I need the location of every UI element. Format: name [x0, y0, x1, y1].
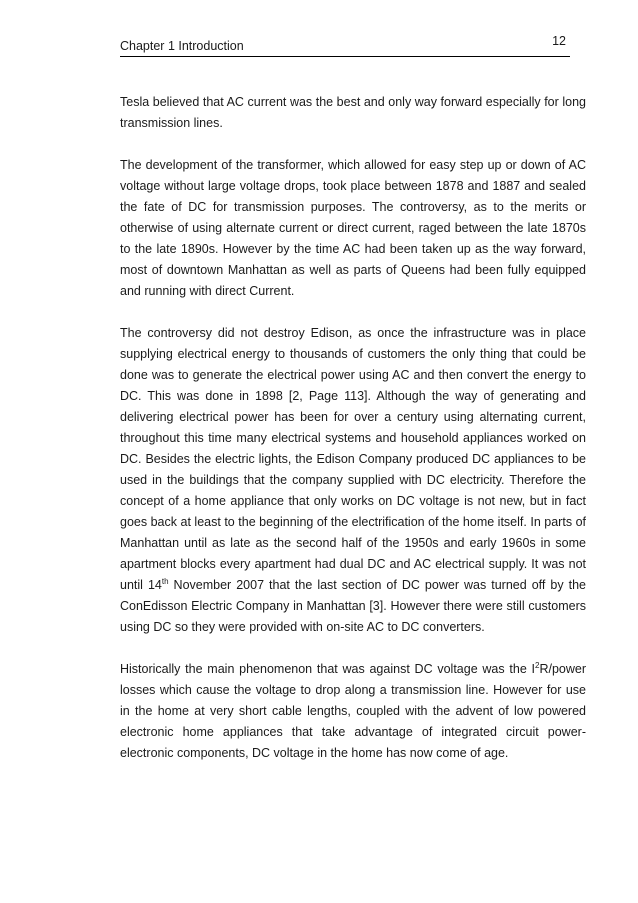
- exponent: 2: [535, 661, 540, 670]
- chapter-title: Chapter 1 Introduction: [120, 39, 244, 53]
- paragraph-edison-part-2: November 2007 that the last section of DC power was turned off by the ConEdisson Electric Company in Manhattan [3]. However there were still customers using DC so they were provided with on-site AC to DC converters.: [120, 578, 586, 634]
- page-number: 12: [552, 34, 566, 48]
- paragraph-transformer: The development of the transformer, which allowed for easy step up or down of AC voltage without large voltage drops, took place between 1878 and 1887 and sealed the fate of DC for transmission purposes. The controversy, as to the merits or otherwise of using alternate current or direct current, raged between the late 1870s to the late 1890s. However by the time AC had been taken up as the way forward, most of downtown Manhattan as well as parts of Queens had been fully equipped and running with direct Current.: [120, 158, 586, 298]
- body-text: [120, 92, 586, 785]
- ordinal-suffix: th: [161, 577, 169, 586]
- paragraph-losses-part-1: Historically the main phenomenon that was against DC voltage was the I: [120, 662, 535, 676]
- paragraph-losses: [120, 659, 586, 764]
- paragraph-edison: [120, 323, 586, 638]
- header-rule: [120, 56, 570, 57]
- page-header: [120, 34, 570, 56]
- paragraph-tesla: Tesla believed that AC current was the best and only way forward especially for long transmission lines.: [120, 95, 586, 130]
- paragraph-edison-part-1: The controversy did not destroy Edison, as once the infrastructure was in place supplying electrical energy to thousands of customers the only thing that could be done was to generate the electrical power using AC and then convert the energy to DC. This was done in 1898 [2, Page 113]. Although the way of generating and delivering electrical power has been for over a century using alternating current, throughout this time many electrical systems and household appliances worked on DC. Besides the electric lights, the Edison Company produced DC appliances to be used in the buildings that the company supplied with DC electricity. Therefore the concept of a home appliance that only works on DC voltage is not new, but in fact goes back at least to the beginning of the electrification of the home itself. In parts of Manhattan until as late as the second half of the 1950s and early 1960s in some apartment blocks every apartment had dual DC and AC electrical supply. It was not until 14: [120, 326, 586, 592]
- paragraph-losses-part-2: R/power losses which cause the voltage to drop along a transmission line. However for use in the home at very short cable lengths, coupled with the advent of low powered electronic home appliances that take advantage of integrated circuit power-electronic components, DC voltage in the home has now come of age.: [120, 662, 586, 760]
